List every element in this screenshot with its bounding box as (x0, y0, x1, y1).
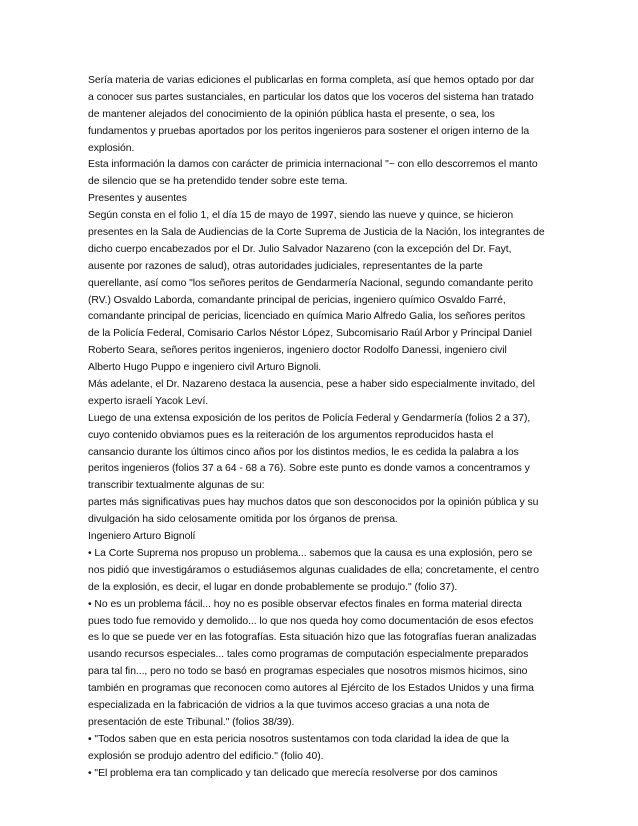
text-line: de la explosión, es decir, el lugar en donde probablemente se produjo." (folio 37). (88, 581, 458, 593)
text-line: presentes en la Sala de Audiencias de la Corte Suprema de Justicia de la Nación, los integrantes de (88, 227, 545, 239)
text-line: (RV.) Osvaldo Laborda, comandante principal de pericias, ingeniero químico Osvaldo Farré, (88, 294, 506, 306)
text-line: divulgación ha sido celosamente omitida por los órganos de prensa. (88, 514, 398, 526)
text-line: partes más significativas pues hay muchos datos que son desconocidos por la opinión pública y su (88, 497, 539, 509)
text-line: • "Todos saben que en esta pericia nosotros sustentamos con toda claridad la idea de que la (88, 733, 509, 745)
text-line: especializada en la fabricación de vidrios a la que tuvimos acceso gracias a una nota de (88, 699, 490, 711)
text-line: es lo que se puede ver en las fotografías. Esta situación hizo que las fotografías fueran analizadas (88, 632, 537, 644)
text-line: • No es un problema fácil... hoy no es posible observar efectos finales en forma material directa (88, 598, 522, 610)
text-line: nos pidió que investigáramos o estudiásemos algunas cualidades de ella; concretamente, el centro (88, 564, 539, 576)
text-line: también en programas que reconocen como autores al Ejército de los Estados Unidos y una firma (88, 683, 534, 695)
text-line: presentación de este Tribunal." (folios 38/39). (88, 716, 295, 728)
text-line: Luego de una extensa exposición de los peritos de Policía Federal y Gendarmería (folios 2 a 37), (88, 412, 531, 424)
text-line: cuyo contenido obviamos pues es la reiteración de los argumentos reproducidos hasta el (88, 429, 494, 441)
text-line: • "El problema era tan complicado y tan delicado que merecía resolverse por dos caminos (88, 767, 498, 779)
text-line: experto israelí Yacok Leví. (88, 395, 209, 407)
text-line: Roberto Seara, señores peritos ingenieros, ingeniero doctor Rodolfo Danessi, ingeniero civil (88, 345, 507, 357)
text-line: Más adelante, el Dr. Nazareno destaca la ausencia, pese a haber sido especialmente invitado, del (88, 379, 535, 391)
text-line: Según consta en el folio 1, el día 15 de mayo de 1997, siendo las nueve y quince, se hicieron (88, 210, 514, 222)
text-line: Ingeniero Arturo Bignolí (88, 531, 196, 543)
text-line: Alberto Hugo Puppo e ingeniero civil Arturo Bignoli. (88, 362, 322, 374)
text-line: ausente por razones de salud), otras autoridades judiciales, representantes de la parte (88, 260, 483, 272)
document-page (88, 73, 558, 782)
text-line: de mantener alejados del conocimiento de la opinión pública hasta el presente, o sea, los (88, 108, 495, 120)
text-line: comandante principal de pericias, licenciado en química Mario Alfredo Galia, los señores peritos (88, 311, 526, 323)
text-line: a conocer sus partes sustanciales, en particular los datos que los voceros del sistema han tratado (88, 91, 534, 103)
text-line: peritos ingenieros (folios 37 a 64 - 68 a 76). Sobre este punto es donde vamos a concentramos y (88, 463, 530, 475)
text-line: explosión. (88, 142, 135, 154)
text-line: pues todo fue removido y demolido... lo que nos queda hoy como documentación de esos efectos (88, 615, 534, 627)
text-line: Presentes y ausentes (88, 193, 187, 205)
text-line: transcribir textualmente algunas de su: (88, 480, 265, 492)
text-line: Sería materia de varias ediciones el publicarlas en forma completa, así que hemos optado por dar (88, 75, 535, 86)
text-line: de silencio que se ha pretendido tender sobre este tema. (88, 176, 348, 188)
text-line: Esta información la damos con carácter de primicia internacional "~ con ello descorremos el manto (88, 159, 538, 171)
text-line: cansancio durante los últimos cinco años por los distintos medios, le es cedida la palabra a los (88, 446, 519, 458)
text-line: dicho cuerpo encabezados por el Dr. Julio Salvador Nazareno (con la excepción del Dr. Fayt, (88, 243, 512, 255)
text-line: para tal fin..., pero no todo se basó en programas especiales que nosotros mismos hicimos, sino (88, 666, 528, 678)
text-line: explosión se produjo adentro del edificio." (folio 40). (88, 750, 324, 762)
text-line: usando recursos especiales... tales como programas de computación especialmente preparados (88, 649, 529, 661)
text-line: querellante, así como "los señores peritos de Gendarmería Nacional, segundo comandante perito (88, 277, 533, 289)
text-line: de la Policía Federal, Comisario Carlos Néstor López, Subcomisario Raúl Arbor y Principal Daniel (88, 328, 532, 340)
text-line: fundamentos y pruebas aportados por los peritos ingenieros para sostener el origen interno de la (88, 125, 530, 137)
text-line: • La Corte Suprema nos propuso un problema... sabemos que la causa es una explosión, pero se (88, 547, 533, 559)
